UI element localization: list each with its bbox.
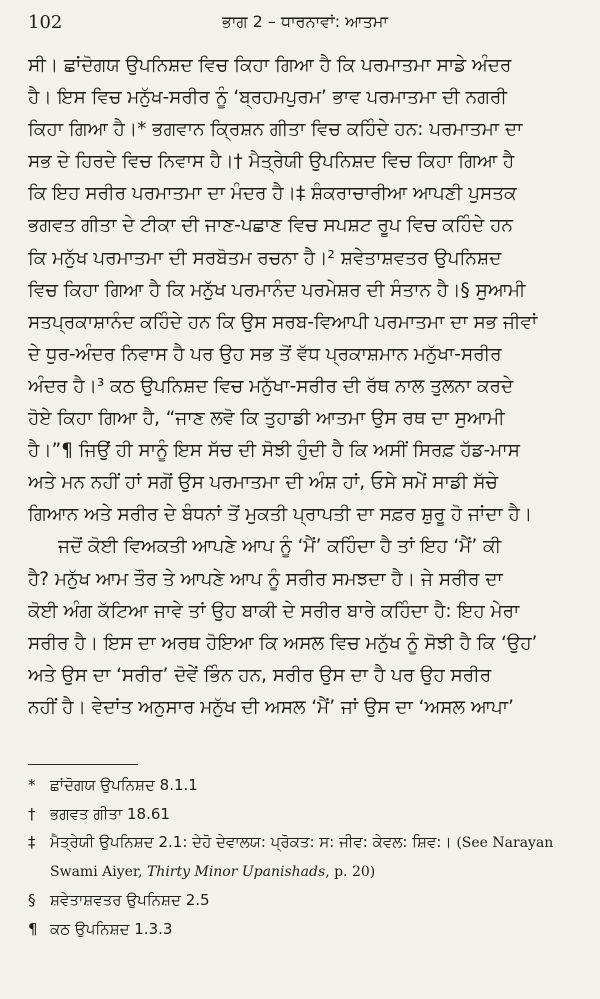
text-line: ਕਿਹਾ ਗਿਆ ਹੈ।* ਭਗਵਾਨ ਕ੍ਰਿਸ਼ਨ ਗੀਤਾ ਵਿਚ ਕਹਿੰਦੇ ਹਨ: ਪਰਮਾਤਮਾ ਦਾ (28, 119, 523, 141)
footnotes (28, 771, 582, 944)
text-line: ਗਿਆਨ ਅਤੇ ਸਰੀਰ ਦੇ ਬੰਧਨਾਂ ਤੋਂ ਮੁਕਤੀ ਪ੍ਰਾਪਤੀ ਦਾ ਸਫ਼ਰ ਸ਼ੁਰੂ ਹੋ ਜਾਂਦਾ ਹੈ। (28, 504, 533, 526)
footnote-divider (28, 764, 138, 765)
footnote-mark: * (28, 775, 36, 794)
footnote (28, 915, 582, 944)
text-line: ਅੰਦਰ ਹੈ।³ ਕਠ ਉਪਨਿਸ਼ਦ ਵਿਚ ਮਨੁੱਖਾ-ਸਰੀਰ ਦੀ ਰੱਥ ਨਾਲ ਤੁਲਨਾ ਕਰਦੇ (28, 375, 514, 397)
footnote-text: ਮੈਤ੍ਰੇਯੀ ਉਪਨਿਸ਼ਦ 2.1: ਦੇਹੋ ਦੇਵਾਲਯ: ਪ੍ਰੋਕਤ: ਸ: ਜੀਵ: ਕੇਵਲ: ਸ਼ਿਵ:। (50, 833, 452, 852)
text-line: ਅਤੇ ਮਨ ਨਹੀਂ ਹਾਂ ਸਗੋਂ ਉਸ ਪਰਮਾਤਮਾ ਦੀ ਅੰਸ਼ ਹਾਂ, ਓਸੇ ਸਮੇਂ ਸਾਡੀ ਸੱਚੇ (28, 472, 498, 494)
footnote-text: ਛਾਂਦੋਗਯ ਉਪਨਿਸ਼ਦ 8.1.1 (50, 775, 198, 794)
text-line: ਸਭ ਦੇ ਹਿਰਦੇ ਵਿਚ ਨਿਵਾਸ ਹੈ।† ਮੈਤ੍ਰੇਯੀ ਉਪਨਿਸ਼ਦ ਵਿਚ ਕਿਹਾ ਗਿਆ ਹੈ (28, 151, 515, 173)
footnote-mark: ‡ (28, 833, 36, 852)
footnote-mark: † (28, 804, 36, 823)
footnote-reference-page: , p. 20) (325, 863, 376, 880)
footnote-text: ਕਠ ਉਪਨਿਸ਼ਦ 1.3.3 (50, 919, 173, 938)
page-number: 102 (28, 12, 63, 33)
body-text (28, 50, 582, 724)
footnote-reference-title: Thirty Minor Upanishads (146, 863, 326, 880)
text-line: ਸੀ। ਛਾਂਦੋਗਯ ਉਪਨਿਸ਼ਦ ਵਿਚ ਕਿਹਾ ਗਿਆ ਹੈ ਕਿ ਪਰਮਾਤਮਾ ਸਾਡੇ ਅੰਦਰ (28, 55, 512, 76)
footnote (28, 800, 582, 829)
text-line: ਨਹੀਂ ਹੈ। ਵੇਦਾਂਤ ਅਨੁਸਾਰ ਮਨੁੱਖ ਦੀ ਅਸਲ ‘ਮੈਂ’ ਜਾਂ ਉਸ ਦਾ ‘ਅਸਲ ਆਪਾ’ (28, 696, 514, 718)
page-header (28, 0, 582, 40)
footnote-reference-author: Swami Aiyer, (50, 863, 147, 880)
text-line: ਕਿ ਮਨੁੱਖ ਪਰਮਾਤਮਾ ਦੀ ਸਰਬੋਤਮ ਰਚਨਾ ਹੈ।² ਸ਼ਵੇਤਾਸ਼ਵਤਰ ਉਪਨਿਸ਼ਦ (28, 247, 502, 269)
text-line: ਵਿਚ ਕਿਹਾ ਗਿਆ ਹੈ ਕਿ ਮਨੁੱਖ ਪਰਮਾਨੰਦ ਪਰਮੇਸ਼ਰ ਦੀ ਸੰਤਾਨ ਹੈ।§ ਸੁਆਮੀ (28, 279, 526, 301)
paragraph-start-line: ਜਦੋਂ ਕੋਈ ਵਿਅਕਤੀ ਆਪਣੇ ਆਪ ਨੂੰ ‘ਮੈਂ’ ਕਹਿੰਦਾ ਹੈ ਤਾਂ ਇਹ ‘ਮੈਂ’ ਕੀ (58, 536, 502, 558)
text-line: ਹੋਏ ਕਿਹਾ ਗਿਆ ਹੈ, “ਜਾਣ ਲਵੋ ਕਿ ਤੁਹਾਡੀ ਆਤਮਾ ਉਸ ਰਥ ਦਾ ਸੁਆਮੀ (28, 408, 505, 430)
text-line: ਭਗਵਤ ਗੀਤਾ ਦੇ ਟੀਕਾ ਦੀ ਜਾਣ-ਪਛਾਣ ਵਿਚ ਸਪਸ਼ਟ ਰੂਪ ਵਿਚ ਕਹਿੰਦੇ ਹਨ (28, 215, 513, 237)
footnote-mark: ¶ (28, 919, 38, 938)
text-line: ਸਰੀਰ ਹੈ। ਇਸ ਦਾ ਅਰਥ ਹੋਇਆ ਕਿ ਅਸਲ ਵਿਚ ਮਨੁੱਖ ਨੂੰ ਸੋਝੀ ਹੈ ਕਿ ‘ਉਹ’ (28, 632, 538, 654)
text-line: ਕੋਈ ਅੰਗ ਕੱਟਿਆ ਜਾਵੇ ਤਾਂ ਉਹ ਬਾਕੀ ਦੇ ਸਰੀਰ ਬਾਰੇ ਕਹਿੰਦਾ ਹੈ: ਇਹ ਮੇਰਾ (28, 600, 520, 622)
text-line: ਅਤੇ ਉਸ ਦਾ ‘ਸਰੀਰ’ ਦੋਵੇਂ ਭਿੰਨ ਹਨ, ਸਰੀਰ ਉਸ ਦਾ ਹੈ ਪਰ ਉਹ ਸਰੀਰ (28, 664, 492, 686)
text-line: ਹੈ। ਇਸ ਵਿਚ ਮਨੁੱਖ-ਸਰੀਰ ਨੂੰ ‘ਬ੍ਰਹਮਪੁਰਮ’ ਭਾਵ ਪਰਮਾਤਮਾ ਦੀ ਨਗਰੀ (28, 87, 507, 109)
footnote-mark: § (28, 891, 36, 910)
text-line: ਸਤਪ੍ਰਕਾਸ਼ਾਨੰਦ ਕਹਿੰਦੇ ਹਨ ਕਿ ਉਸ ਸਰਬ-ਵਿਆਪੀ ਪਰਮਾਤਮਾ ਦਾ ਸਭ ਜੀਵਾਂ (28, 311, 538, 333)
text-line: ਹੈ? ਮਨੁੱਖ ਆਮ ਤੌਰ ਤੇ ਆਪਣੇ ਆਪ ਨੂੰ ਸਰੀਰ ਸਮਝਦਾ ਹੈ। ਜੇ ਸਰੀਰ ਦਾ (28, 568, 503, 590)
text-line: ਦੇ ਧੁਰ-ਅੰਦਰ ਨਿਵਾਸ ਹੈ ਪਰ ਉਹ ਸਭ ਤੋਂ ਵੱਧ ਪ੍ਰਕਾਸ਼ਮਾਨ ਮਨੁੱਖਾ-ਸਰੀਰ (28, 343, 502, 365)
text-line: ਹੈ।”¶ ਜਿਉਂ ਹੀ ਸਾਨੂੰ ਇਸ ਸੱਚ ਦੀ ਸੋਝੀ ਹੁੰਦੀ ਹੈ ਕਿ ਅਸੀਂ ਸਿਰਫ਼ ਹੱਡ-ਮਾਸ (28, 440, 520, 462)
text-line: ਕਿ ਇਹ ਸਰੀਰ ਪਰਮਾਤਮਾ ਦਾ ਮੰਦਰ ਹੈ।‡ ਸ਼ੰਕਰਾਚਾਰੀਆ ਆਪਣੀ ਪੁਸਤਕ (28, 183, 517, 205)
footnote-text: ਭਗਵਤ ਗੀਤਾ 18.61 (50, 804, 170, 823)
footnote (28, 828, 582, 886)
footnote-reference: (See Narayan (456, 835, 554, 852)
footnote (28, 886, 582, 915)
footnote-continuation (28, 858, 582, 887)
running-head: ਭਾਗ 2 – ਧਾਰਨਾਵਾਂ: ਆਤਮਾ (222, 12, 388, 31)
footnote-text: ਸ਼ਵੇਤਾਸ਼ਵਤਰ ਉਪਨਿਸ਼ਦ 2.5 (50, 891, 210, 910)
footnote (28, 771, 582, 800)
